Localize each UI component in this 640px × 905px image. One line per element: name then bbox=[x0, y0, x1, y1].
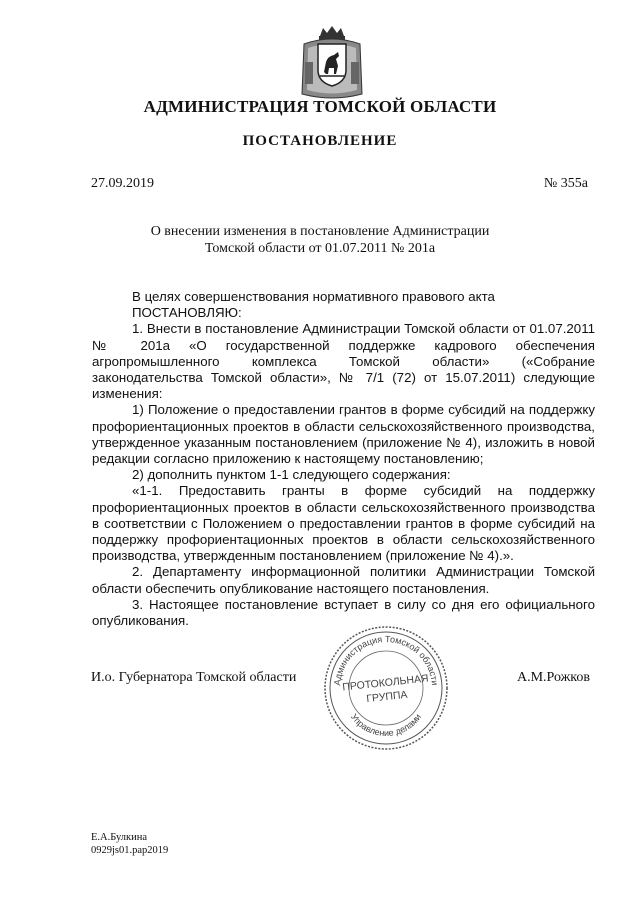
executor-name: Е.А.Булкина bbox=[91, 832, 148, 843]
document-number: № 355а bbox=[543, 176, 588, 191]
organization-title: АДМИНИСТРАЦИЯ ТОМСКОЙ ОБЛАСТИ bbox=[143, 97, 497, 116]
footer bbox=[91, 831, 168, 857]
document-subject bbox=[0, 223, 640, 257]
document-type: ПОСТАНОВЛЕНИЕ bbox=[242, 133, 398, 149]
stamp-center-line-2: ГРУППА bbox=[365, 688, 409, 706]
subject-line-2: Томской области от 01.07.2011 № 201а bbox=[204, 241, 436, 256]
signatory-name: А.М.Рожков bbox=[516, 670, 590, 685]
item-1-1: 1) Положение о предоставлении грантов в форме субсидий на поддержку профориентационных проектов в области сельскохозяйственного производства, утвержденное указанным постановлением (приложение № 4), изложить в новой редакции согласно приложению к настоящему постановлению; bbox=[92, 402, 595, 467]
file-reference: 0929js01.pap2019 bbox=[91, 845, 169, 856]
item-2: 2. Департаменту информационной политики Администрации Томской области обеспечить опубликование настоящего постановления. bbox=[92, 564, 595, 596]
preamble: В целях совершенствования нормативного правового акта bbox=[132, 289, 495, 304]
stamp-outer-text: Администрация Томской области bbox=[332, 633, 440, 686]
subject-line-1: О внесении изменения в постановление Администрации bbox=[150, 224, 490, 239]
item-1-2-text: «1-1. Предоставить гранты в форме субсидий на поддержку профориентационных проектов в области сельскохозяйственного производства в соответствии с Положением о предоставлении грантов в форме субсидий на поддержку профориентационных проектов в области сельскохозяйственного производства, утвержденным постановлением (приложение № 4).». bbox=[92, 483, 595, 564]
stamp-bottom-text: Управление делами bbox=[348, 711, 424, 739]
item-1-2: 2) дополнить пунктом 1-1 следующего содержания: bbox=[132, 467, 451, 483]
tomsk-oblast-coat-of-arms-icon bbox=[296, 22, 368, 104]
decree-word: ПОСТАНОВЛЯЮ: bbox=[132, 305, 242, 321]
official-stamp-icon bbox=[322, 624, 450, 752]
item-3: 3. Настоящее постановление вступает в силу со дня его официального опубликования. bbox=[92, 596, 595, 629]
document-body bbox=[92, 289, 595, 629]
document-date: 27.09.2019 bbox=[91, 176, 154, 191]
stamp-center-line-1: ПРОТОКОЛЬНАЯ bbox=[341, 672, 430, 694]
item-1: 1. Внести в постановление Администрации Томской области от 01.07.2011 № 201а «О государственной поддержке кадрового обеспечения агропромышленного комплекса Томской области» («Собрание законодательства Томской области», № 7/1 (72) от 15.07.2011) следующие изменения: bbox=[92, 321, 595, 402]
signatory-position: И.о. Губернатора Томской области bbox=[91, 670, 297, 685]
